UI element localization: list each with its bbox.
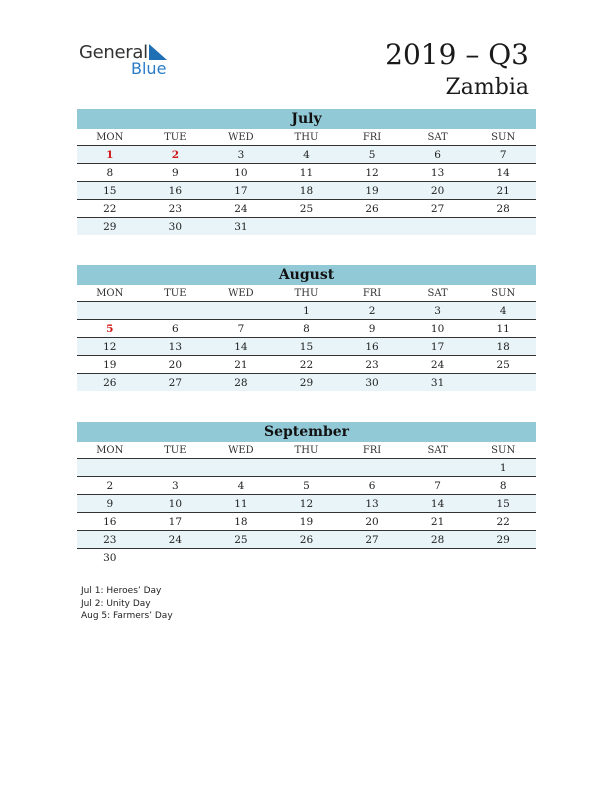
day-cell: 8 — [470, 477, 536, 495]
logo-text-general: General — [79, 42, 148, 63]
day-cell: 26 — [274, 531, 340, 549]
day-cell — [339, 459, 405, 477]
weekday-label: FRI — [339, 129, 405, 146]
logo-triangle-icon — [149, 44, 169, 60]
day-cell: 8 — [274, 320, 340, 338]
day-cell: 28 — [470, 200, 536, 218]
holiday-note: Jul 1: Heroes’ Day — [81, 586, 162, 596]
day-cell — [143, 459, 209, 477]
weekday-label: THU — [274, 129, 340, 146]
day-cell: 5 — [339, 146, 405, 164]
weekday-label: SAT — [405, 285, 471, 302]
day-cell: 4 — [274, 146, 340, 164]
day-cell: 6 — [405, 146, 471, 164]
day-cell — [77, 302, 143, 320]
day-cell — [274, 549, 340, 567]
day-cell — [405, 549, 471, 567]
day-cell: 24 — [208, 200, 274, 218]
weekday-label: THU — [274, 285, 340, 302]
day-cell: 11 — [274, 164, 340, 182]
day-cell: 15 — [77, 182, 143, 200]
week-row — [77, 338, 536, 356]
day-cell: 4 — [208, 477, 274, 495]
day-cell — [470, 549, 536, 567]
calendar-grid — [77, 285, 536, 391]
day-cell — [274, 459, 340, 477]
weekday-label: MON — [77, 442, 143, 459]
day-cell: 3 — [405, 302, 471, 320]
day-cell: 7 — [470, 146, 536, 164]
day-cell: 4 — [470, 302, 536, 320]
day-cell — [470, 218, 536, 236]
day-cell: 14 — [470, 164, 536, 182]
day-cell: 10 — [405, 320, 471, 338]
week-row — [77, 182, 536, 200]
logo-text-blue: Blue — [131, 59, 167, 78]
week-row — [77, 513, 536, 531]
day-cell: 23 — [143, 200, 209, 218]
week-row — [77, 302, 536, 320]
day-cell: 9 — [339, 320, 405, 338]
day-cell: 19 — [274, 513, 340, 531]
day-cell: 19 — [339, 182, 405, 200]
day-cell: 14 — [405, 495, 471, 513]
day-cell: 23 — [339, 356, 405, 374]
day-cell: 15 — [274, 338, 340, 356]
day-cell — [405, 218, 471, 236]
week-row — [77, 495, 536, 513]
day-cell: 2 — [339, 302, 405, 320]
week-row — [77, 549, 536, 567]
day-cell: 19 — [77, 356, 143, 374]
week-row — [77, 531, 536, 549]
month-header: September — [77, 422, 536, 442]
day-cell: 21 — [208, 356, 274, 374]
day-cell: 31 — [208, 218, 274, 236]
day-cell: 12 — [339, 164, 405, 182]
day-cell: 29 — [470, 531, 536, 549]
day-cell: 10 — [143, 495, 209, 513]
day-cell: 27 — [143, 374, 209, 392]
day-cell: 13 — [339, 495, 405, 513]
day-cell: 12 — [77, 338, 143, 356]
day-cell: 18 — [274, 182, 340, 200]
brand-logo — [79, 42, 179, 82]
weekday-label: THU — [274, 442, 340, 459]
day-cell: 24 — [143, 531, 209, 549]
day-cell: 21 — [470, 182, 536, 200]
day-cell: 18 — [470, 338, 536, 356]
day-cell: 20 — [339, 513, 405, 531]
day-cell: 16 — [143, 182, 209, 200]
day-cell: 25 — [274, 200, 340, 218]
country-name: Zambia — [445, 75, 529, 100]
day-cell: 25 — [470, 356, 536, 374]
day-cell: 12 — [274, 495, 340, 513]
title-block — [385, 38, 529, 102]
day-cell: 1 — [470, 459, 536, 477]
month-july — [77, 109, 536, 235]
month-september — [77, 422, 536, 566]
day-cell: 1 — [77, 146, 143, 164]
day-cell: 22 — [274, 356, 340, 374]
day-cell — [339, 549, 405, 567]
day-cell: 20 — [143, 356, 209, 374]
weekday-label: SUN — [470, 285, 536, 302]
day-cell: 10 — [208, 164, 274, 182]
holiday-note: Aug 5: Farmers’ Day — [81, 611, 173, 621]
day-cell — [143, 549, 209, 567]
week-row — [77, 200, 536, 218]
day-cell: 11 — [208, 495, 274, 513]
day-cell: 6 — [339, 477, 405, 495]
day-cell — [208, 459, 274, 477]
day-cell: 30 — [339, 374, 405, 392]
week-row — [77, 320, 536, 338]
day-cell: 17 — [208, 182, 274, 200]
weekday-label: SUN — [470, 442, 536, 459]
week-row — [77, 459, 536, 477]
day-cell: 29 — [274, 374, 340, 392]
day-cell — [143, 302, 209, 320]
day-cell: 13 — [405, 164, 471, 182]
day-cell: 8 — [77, 164, 143, 182]
day-cell: 21 — [405, 513, 471, 531]
weekday-label: SAT — [405, 442, 471, 459]
day-cell: 23 — [77, 531, 143, 549]
day-cell: 7 — [405, 477, 471, 495]
month-header: August — [77, 265, 536, 285]
weekday-label: WED — [208, 285, 274, 302]
day-cell: 1 — [274, 302, 340, 320]
day-cell: 28 — [208, 374, 274, 392]
weekday-label: SAT — [405, 129, 471, 146]
day-cell: 20 — [405, 182, 471, 200]
weekday-label: MON — [77, 129, 143, 146]
day-cell: 2 — [143, 146, 209, 164]
weekday-label: TUE — [143, 442, 209, 459]
day-cell — [405, 459, 471, 477]
day-cell: 3 — [143, 477, 209, 495]
weekday-label: WED — [208, 129, 274, 146]
day-cell — [77, 459, 143, 477]
day-cell: 30 — [103, 551, 117, 564]
day-cell — [208, 302, 274, 320]
day-cell: 13 — [143, 338, 209, 356]
day-cell: 17 — [143, 513, 209, 531]
holiday-note: Jul 2: Unity Day — [81, 598, 151, 609]
day-cell: 16 — [77, 513, 143, 531]
day-cell: 5 — [274, 477, 340, 495]
week-row — [77, 146, 536, 164]
day-cell — [339, 218, 405, 236]
weekday-label: FRI — [339, 285, 405, 302]
calendar-grid — [77, 129, 536, 235]
day-cell — [274, 218, 340, 236]
day-cell: 9 — [77, 495, 143, 513]
day-cell: 16 — [339, 338, 405, 356]
day-cell: 30 — [143, 218, 209, 236]
day-cell: 17 — [405, 338, 471, 356]
holiday-notes — [81, 585, 173, 623]
day-cell: 18 — [208, 513, 274, 531]
day-cell: 24 — [405, 356, 471, 374]
day-cell: 22 — [470, 513, 536, 531]
week-row — [77, 477, 536, 495]
weekday-label: WED — [208, 442, 274, 459]
weekday-label: TUE — [143, 129, 209, 146]
day-cell: 14 — [208, 338, 274, 356]
week-row — [77, 218, 536, 236]
day-cell: 28 — [405, 531, 471, 549]
page-title: 2019 – Q3 — [385, 38, 529, 71]
month-header: July — [77, 109, 536, 129]
day-cell: 22 — [77, 200, 143, 218]
week-row — [77, 374, 536, 392]
calendar-grid — [77, 442, 536, 566]
day-cell: 27 — [405, 200, 471, 218]
day-cell: 31 — [405, 374, 471, 392]
day-cell — [208, 549, 274, 567]
day-cell: 2 — [77, 477, 143, 495]
weekday-label: MON — [77, 285, 143, 302]
week-row — [77, 164, 536, 182]
month-august — [77, 265, 536, 391]
day-cell: 3 — [208, 146, 274, 164]
day-cell: 9 — [143, 164, 209, 182]
day-cell: 25 — [208, 531, 274, 549]
day-cell: 6 — [143, 320, 209, 338]
day-cell: 11 — [470, 320, 536, 338]
day-cell: 27 — [339, 531, 405, 549]
day-cell: 26 — [77, 374, 143, 392]
week-row — [77, 356, 536, 374]
day-cell: 15 — [470, 495, 536, 513]
weekday-label: SUN — [470, 129, 536, 146]
day-cell: 26 — [339, 200, 405, 218]
weekday-label: FRI — [339, 442, 405, 459]
weekday-label: TUE — [143, 285, 209, 302]
day-cell: 29 — [77, 218, 143, 236]
day-cell — [470, 374, 536, 392]
day-cell: 5 — [77, 320, 143, 338]
day-cell: 7 — [208, 320, 274, 338]
